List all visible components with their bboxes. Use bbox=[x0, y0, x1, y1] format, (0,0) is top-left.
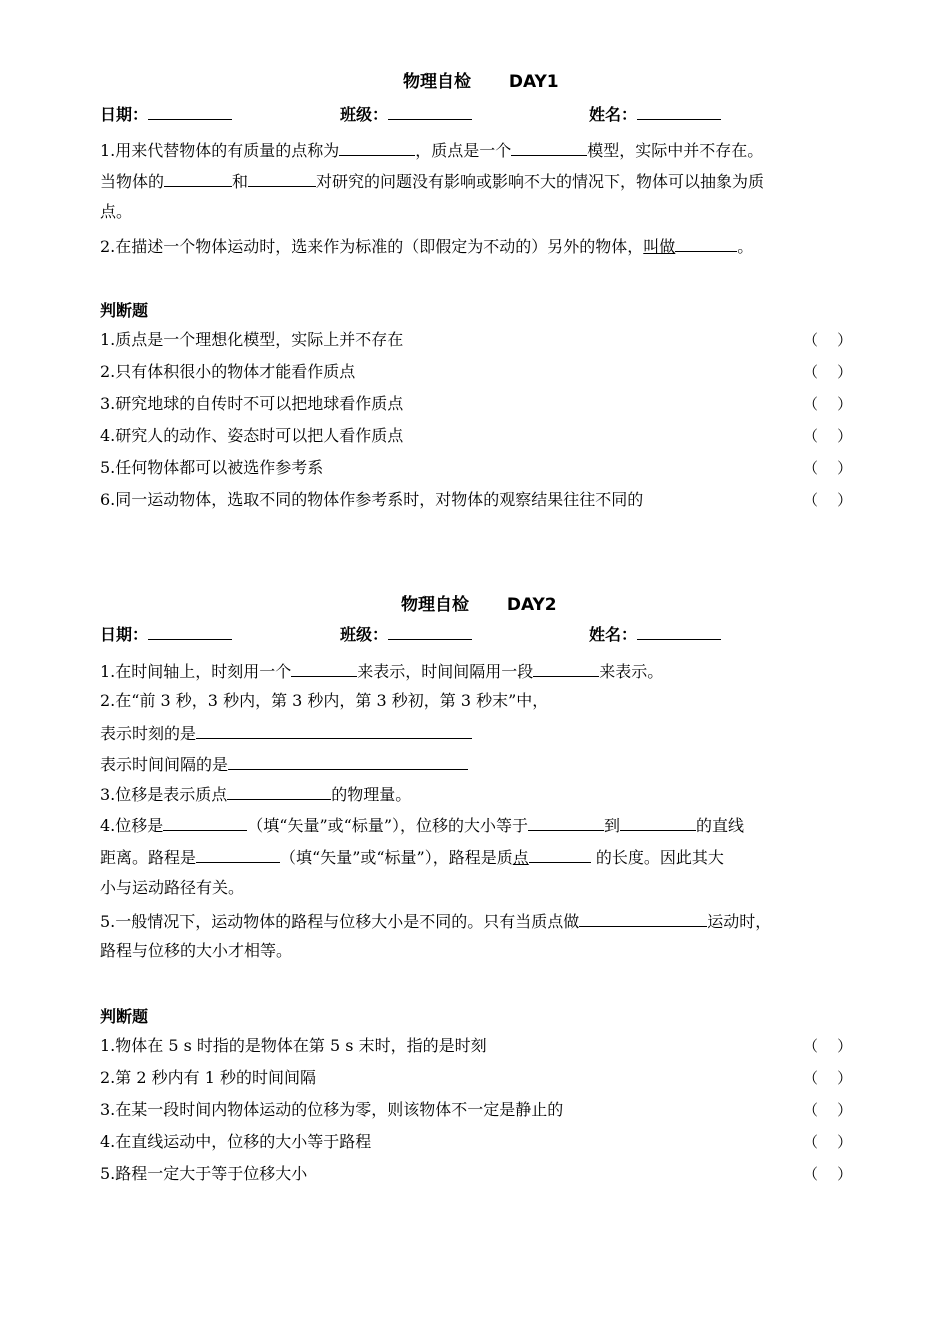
fill-blank[interactable] bbox=[291, 660, 357, 677]
answer-paren[interactable]: （ ） bbox=[803, 427, 853, 445]
judge-item: 4.在直线运动中，位移的大小等于路程 bbox=[100, 1132, 372, 1151]
text: 的直线 bbox=[696, 816, 745, 835]
answer-paren[interactable]: （ ） bbox=[803, 363, 853, 381]
day2-date bbox=[100, 622, 232, 645]
day2-q3 bbox=[100, 783, 411, 805]
text: 来表示，时间间隔用一段 bbox=[357, 662, 534, 681]
fill-blank[interactable] bbox=[579, 910, 707, 927]
judge-item: 1.物体在 5 s 时指的是物体在第 5 s 末时，指的是时刻 bbox=[100, 1036, 487, 1055]
fill-blank[interactable] bbox=[339, 139, 415, 156]
day1-q1-line1 bbox=[100, 139, 763, 161]
date-field[interactable] bbox=[148, 103, 232, 120]
day2-title bbox=[401, 590, 557, 615]
text: 3.位移是表示质点 bbox=[100, 785, 228, 804]
name-label: 姓名： bbox=[589, 625, 638, 644]
text: （填“矢量”或“标量”），路程是质 bbox=[280, 848, 513, 867]
day2-q2-line1: 2.在“前 3 秒，3 秒内，第 3 秒内，第 3 秒初，第 3 秒末”中， bbox=[100, 691, 549, 710]
day2-class bbox=[340, 622, 472, 645]
fill-blank[interactable] bbox=[675, 235, 737, 252]
fill-blank[interactable] bbox=[528, 814, 604, 831]
day1-q1-line2 bbox=[100, 170, 764, 192]
fill-blank[interactable] bbox=[163, 814, 247, 831]
answer-paren[interactable]: （ ） bbox=[803, 1069, 853, 1087]
judge-item: 5.任何物体都可以被选作参考系 bbox=[100, 458, 324, 477]
day2-q1 bbox=[100, 660, 663, 682]
class-field[interactable] bbox=[388, 623, 472, 640]
day2-q4-line2 bbox=[100, 846, 724, 868]
class-field[interactable] bbox=[388, 103, 472, 120]
text: 叫做 bbox=[643, 237, 676, 256]
judge-item: 6.同一运动物体，选取不同的物体作参考系时，对物体的观察结果往往不同的 bbox=[100, 490, 644, 509]
fill-blank[interactable] bbox=[196, 722, 472, 739]
day2-q4-line1 bbox=[100, 814, 744, 836]
text: 来表示。 bbox=[599, 662, 664, 681]
day2-q2-line2 bbox=[100, 722, 472, 744]
fill-blank[interactable] bbox=[533, 660, 599, 677]
date-field[interactable] bbox=[148, 623, 232, 640]
text: 。 bbox=[737, 237, 754, 256]
judge-item: 5.路程一定大于等于位移大小 bbox=[100, 1164, 308, 1183]
day1-q2 bbox=[100, 235, 753, 257]
day2-day-label: DAY2 bbox=[506, 595, 557, 615]
date-label: 日期： bbox=[100, 625, 149, 644]
day1-name bbox=[589, 102, 721, 125]
class-label: 班级： bbox=[340, 105, 389, 124]
text: 和 bbox=[232, 172, 249, 191]
day2-q4-line3: 小与运动路径有关。 bbox=[100, 878, 245, 897]
text: 4.位移是 bbox=[100, 816, 164, 835]
text: 2.在描述一个物体运动时，选来作为标准的（即假定为不动的）另外的物体， bbox=[100, 237, 644, 256]
judge-item: 4.研究人的动作、姿态时可以把人看作质点 bbox=[100, 426, 404, 445]
name-field[interactable] bbox=[637, 623, 721, 640]
day2-q5-line1 bbox=[100, 910, 771, 932]
judge-item: 2.第 2 秒内有 1 秒的时间间隔 bbox=[100, 1068, 316, 1087]
answer-paren[interactable]: （ ） bbox=[803, 459, 853, 477]
day1-q1-line3 bbox=[100, 202, 132, 222]
answer-paren[interactable]: （ ） bbox=[803, 331, 853, 349]
judge-item: 3.在某一段时间内物体运动的位移为零，则该物体不一定是静止的 bbox=[100, 1100, 564, 1119]
answer-paren[interactable]: （ ） bbox=[803, 1101, 853, 1119]
judge-item: 3.研究地球的自传时不可以把地球看作质点 bbox=[100, 394, 404, 413]
text: 距离。路程是 bbox=[100, 848, 197, 867]
day1-title-text: 物理自检 bbox=[403, 72, 471, 92]
day1-class bbox=[340, 102, 472, 125]
day2-title-text: 物理自检 bbox=[401, 595, 469, 615]
text: 对研究的问题没有影响或影响不大的情况下，物体可以抽象为质 bbox=[316, 172, 765, 191]
fill-blank[interactable] bbox=[248, 170, 316, 187]
day2-judge-heading: 判断题 bbox=[100, 1007, 149, 1026]
text: 的物理量。 bbox=[331, 785, 412, 804]
fill-blank[interactable] bbox=[228, 753, 468, 770]
day1-date bbox=[100, 102, 232, 125]
text: 模型，实际中并不存在。 bbox=[587, 141, 764, 160]
answer-paren[interactable]: （ ） bbox=[803, 1037, 853, 1055]
text: 点。 bbox=[100, 202, 133, 221]
day2-q5-line2: 路程与位移的大小才相等。 bbox=[100, 941, 293, 960]
text: 的长度。因此其大 bbox=[590, 848, 724, 867]
text: 表示时刻的是 bbox=[100, 724, 197, 743]
class-label: 班级： bbox=[340, 625, 389, 644]
fill-blank[interactable] bbox=[227, 783, 331, 800]
answer-paren[interactable]: （ ） bbox=[803, 1165, 853, 1183]
fill-blank[interactable] bbox=[529, 846, 591, 863]
day1-title bbox=[403, 67, 559, 92]
answer-paren[interactable]: （ ） bbox=[803, 491, 853, 509]
text: 运动时， bbox=[707, 912, 772, 931]
day1-day-label: DAY1 bbox=[508, 72, 559, 92]
day1-judge-heading: 判断题 bbox=[100, 301, 149, 320]
text: 1.用来代替物体的有质量的点称为 bbox=[100, 141, 340, 160]
fill-blank[interactable] bbox=[511, 139, 587, 156]
fill-blank[interactable] bbox=[196, 846, 280, 863]
text: 当物体的 bbox=[100, 172, 165, 191]
fill-blank[interactable] bbox=[620, 814, 696, 831]
text: ，质点是一个 bbox=[415, 141, 512, 160]
text: 5.一般情况下，运动物体的路程与位移大小是不同的。只有当质点做 bbox=[100, 912, 580, 931]
text: （填“矢量”或“标量”），位移的大小等于 bbox=[247, 816, 529, 835]
text: 点 bbox=[512, 848, 529, 867]
day2-name bbox=[589, 622, 721, 645]
judge-item: 2.只有体积很小的物体才能看作质点 bbox=[100, 362, 356, 381]
text: 到 bbox=[604, 816, 621, 835]
judge-item: 1.质点是一个理想化模型，实际上并不存在 bbox=[100, 330, 404, 349]
answer-paren[interactable]: （ ） bbox=[803, 395, 853, 413]
name-field[interactable] bbox=[637, 103, 721, 120]
day2-q2-line3 bbox=[100, 753, 468, 775]
date-label: 日期： bbox=[100, 105, 149, 124]
answer-paren[interactable]: （ ） bbox=[803, 1133, 853, 1151]
text: 1.在时间轴上，时刻用一个 bbox=[100, 662, 292, 681]
name-label: 姓名： bbox=[589, 105, 638, 124]
fill-blank[interactable] bbox=[164, 170, 232, 187]
text: 表示时间间隔的是 bbox=[100, 755, 229, 774]
